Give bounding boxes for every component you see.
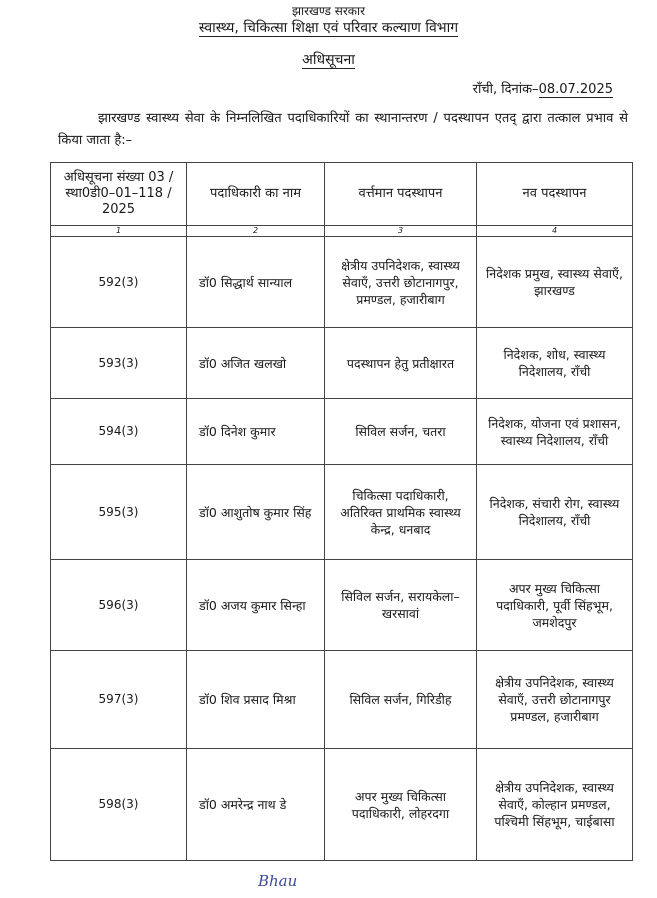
place-date [473, 79, 613, 97]
notification-title [0, 50, 657, 69]
new-posting-cell: क्षेत्रीय उपनिदेशक, स्वास्थ्य सेवाएँ, कोल्हान प्रमण्डल, पश्चिमी सिंहभूम, चाईबासा [477, 749, 633, 861]
column-header-notification-number: अधिसूचना संख्या 03 / स्था0डी0–01–118 / 2025 [51, 163, 187, 226]
table-header-row [51, 163, 633, 226]
current-posting-cell: सिविल सर्जन, गिरिडीह [325, 651, 477, 749]
column-header-new-posting: नव पदस्थापन [477, 163, 633, 226]
officer-name-cell: डॉ0 शिव प्रसाद मिश्रा [187, 651, 325, 749]
column-header-current-posting: वर्त्तमान पदस्थापन [325, 163, 477, 226]
table-row [51, 465, 633, 560]
notification-number-cell: 593(3) [51, 328, 187, 399]
column-number: 2 [187, 226, 325, 237]
table-row [51, 651, 633, 749]
table-row [51, 749, 633, 861]
officer-name-cell: डॉ0 सिद्धार्थ सान्याल [187, 237, 325, 328]
current-posting-cell: अपर मुख्य चिकित्सा पदाधिकारी, लोहरदगा [325, 749, 477, 861]
handwritten-signature: Bhau [258, 872, 298, 890]
new-posting-cell: निदेशक, शोध, स्वास्थ्य निदेशालय, राँची [477, 328, 633, 399]
officer-name-cell: डॉ0 अमरेन्द्र नाथ डे [187, 749, 325, 861]
government-name: झारखण्ड सरकार [291, 4, 366, 18]
current-posting-cell: सिविल सर्जन, चतरा [325, 399, 477, 465]
column-number: 4 [477, 226, 633, 237]
table-row [51, 399, 633, 465]
notification-number-cell: 594(3) [51, 399, 187, 465]
column-number: 1 [51, 226, 187, 237]
new-posting-cell: अपर मुख्य चिकित्सा पदाधिकारी, पूर्वी सिंहभूम, जमशेदपुर [477, 560, 633, 651]
officer-name-cell: डॉ0 आशुतोष कुमार सिंह [187, 465, 325, 560]
current-posting-cell: सिविल सर्जन, सरायकेला–खरसावां [325, 560, 477, 651]
current-posting-cell: चिकित्सा पदाधिकारी, अतिरिक्त प्राथमिक स्वास्थ्य केन्द्र, धनबाद [325, 465, 477, 560]
table-row [51, 328, 633, 399]
notification-number-cell: 597(3) [51, 651, 187, 749]
notification-number-cell: 595(3) [51, 465, 187, 560]
current-posting-cell: पदस्थापन हेतु प्रतीक्षारत [325, 328, 477, 399]
new-posting-cell: निदेशक प्रमुख, स्वास्थ्य सेवाएँ, झारखण्ड [477, 237, 633, 328]
transfer-table [50, 162, 633, 861]
new-posting-cell: निदेशक, योजना एवं प्रशासन, स्वास्थ्य निदेशालय, राँची [477, 399, 633, 465]
new-posting-cell: निदेशक, संचारी रोग, स्वास्थ्य निदेशालय, राँची [477, 465, 633, 560]
officer-name-cell: डॉ0 अजय कुमार सिन्हा [187, 560, 325, 651]
notification-number-cell: 598(3) [51, 749, 187, 861]
department-name [0, 18, 657, 37]
notification-title-text: अधिसूचना [302, 52, 355, 68]
notification-number-cell: 596(3) [51, 560, 187, 651]
officer-name-cell: डॉ0 दिनेश कुमार [187, 399, 325, 465]
issue-date: 08.07.2025 [538, 82, 613, 97]
new-posting-cell: क्षेत्रीय उपनिदेशक, स्वास्थ्य सेवाएँ, उत्तरी छोटानागपुर प्रमण्डल, हजारीबाग [477, 651, 633, 749]
column-number-row [51, 226, 633, 237]
column-header-officer-name: पदाधिकारी का नाम [187, 163, 325, 226]
place-label: राँची, दिनांक– [472, 82, 539, 97]
table-row [51, 560, 633, 651]
officer-name-cell: डॉ0 अजित खलखो [187, 328, 325, 399]
current-posting-cell: क्षेत्रीय उपनिदेशक, स्वास्थ्य सेवाएँ, उत्तरी छोटानागपुर, प्रमण्डल, हजारीबाग [325, 237, 477, 328]
notification-number-cell: 592(3) [51, 237, 187, 328]
table-row [51, 237, 633, 328]
department-name-text: स्वास्थ्य, चिकित्सा शिक्षा एवं परिवार कल्याण विभाग [198, 20, 459, 36]
column-number: 3 [325, 226, 477, 237]
intro-paragraph: झारखण्ड स्वास्थ्य सेवा के निम्नलिखित पदाधिकारियों का स्थानान्तरण / पदस्थापन एतद् द्वारा तत्काल प्रभाव से किया जाता है:– [58, 111, 628, 148]
